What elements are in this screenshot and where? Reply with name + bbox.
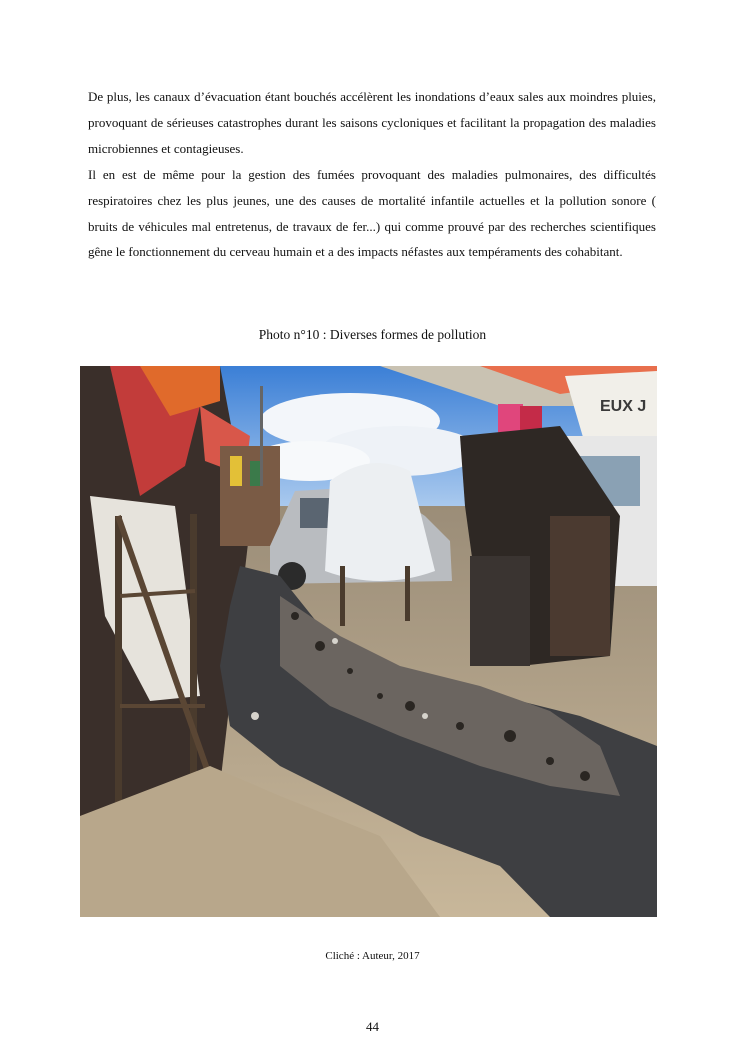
banner-text: EUX J <box>600 398 647 415</box>
page-number: 44 <box>366 1019 379 1034</box>
photo-credit: Cliché : Auteur, 2017 <box>325 950 420 962</box>
photo-caption: Photo n°10 : Diverses formes de pollution <box>258 327 487 342</box>
paragraph-drainage: De plus, les canaux d’évacuation étant bouchés accélèrent les inondations d’eaux sales aux moindres pluies, provoquant de sérieuses catastrophes durant les saisons cycloniques et facilitant la propagation des maladies microbiennes et contagieuses. <box>88 89 656 156</box>
pollution-street-photo <box>80 366 657 917</box>
paragraph-smoke-noise: Il en est de même pour la gestion des fumées provoquant des maladies pulmonaires, des difficultés respiratoires chez les plus jeunes, une des causes de mortalité infantile actuelles et la pollution sonore ( bruits de véhicules mal entretenus, de travaux de fer...) qui comme prouvé par des recherches scientifiques gêne le fonctionnement du cerveau humain et a des impacts néfastes aux tempéraments des cohabitant. <box>88 167 656 260</box>
